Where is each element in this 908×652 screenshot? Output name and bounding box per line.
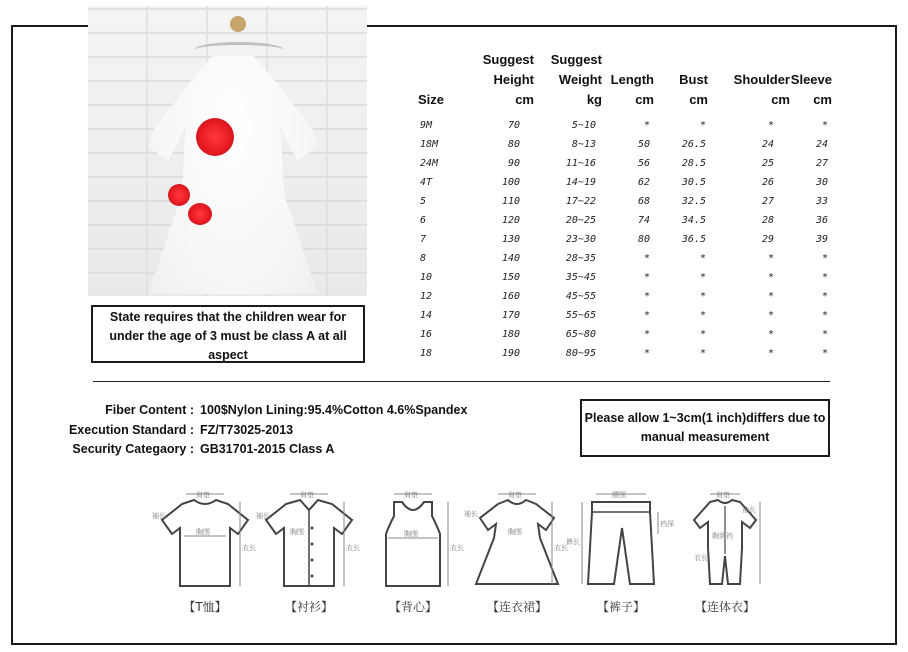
table-row	[418, 116, 832, 135]
svg-text:袖长: 袖长	[742, 506, 756, 514]
table-cell: 80~95	[565, 348, 596, 359]
table-cell: 33	[815, 196, 828, 207]
table-cell: *	[821, 291, 828, 302]
table-cell: 26	[761, 177, 774, 188]
table-cell: *	[643, 120, 650, 131]
table-cell: 28~35	[565, 253, 596, 264]
column-header-line: Length	[610, 72, 654, 87]
table-cell: 17~22	[565, 196, 596, 207]
svg-text:肩宽: 肩宽	[404, 491, 418, 499]
svg-text:胸围: 胸围	[508, 528, 522, 536]
column-header	[708, 50, 790, 116]
divider	[93, 381, 830, 382]
size-chart	[418, 50, 832, 363]
table-cell: 5~10	[571, 120, 596, 131]
svg-text:肩宽: 肩宽	[300, 491, 314, 499]
dress-icon	[462, 488, 572, 598]
table-cell: 16	[420, 329, 433, 340]
table-row	[418, 249, 832, 268]
table-cell: 25	[761, 158, 774, 169]
column-header-line: Size	[418, 92, 445, 107]
column-header-line: kg	[586, 92, 602, 107]
table-cell: 130	[501, 234, 520, 245]
column-header-line: Suggest	[550, 52, 602, 67]
svg-text:袖长: 袖长	[256, 512, 270, 520]
table-cell: *	[699, 291, 706, 302]
svg-text:裤长: 裤长	[566, 538, 580, 546]
table-cell: 80	[637, 234, 650, 245]
table-cell: 70	[507, 120, 520, 131]
spec-label: Security Categaory :	[72, 442, 194, 456]
table-cell: *	[767, 272, 774, 283]
svg-text:胸围: 胸围	[404, 530, 418, 538]
table-row	[418, 287, 832, 306]
table-cell: *	[767, 348, 774, 359]
spec-fiber-content	[40, 401, 467, 421]
table-cell: 27	[815, 158, 828, 169]
table-cell: 24	[815, 139, 828, 150]
table-cell: *	[821, 310, 828, 321]
table-cell: 150	[501, 272, 520, 283]
product-specs	[40, 401, 467, 460]
column-header-line: cm	[689, 92, 708, 107]
table-cell: 11~16	[565, 158, 596, 169]
column-header	[602, 50, 654, 116]
svg-text:腰围: 腰围	[612, 491, 626, 499]
table-cell: 39	[815, 234, 828, 245]
column-header	[418, 50, 458, 116]
table-cell: 26.5	[681, 139, 706, 150]
svg-text:肩宽: 肩宽	[716, 491, 730, 499]
table-row	[418, 154, 832, 173]
column-header-line: cm	[813, 92, 832, 107]
table-cell: 100	[501, 177, 520, 188]
table-cell: *	[767, 120, 774, 131]
table-cell: 180	[501, 329, 520, 340]
table-row	[418, 135, 832, 154]
table-cell: *	[821, 120, 828, 131]
column-header-line: Suggest	[482, 52, 534, 67]
garment-measurement-guide	[150, 488, 790, 618]
table-cell: 30.5	[681, 177, 706, 188]
garment-shirt	[254, 488, 364, 618]
svg-text:衣长: 衣长	[554, 544, 568, 552]
table-cell: *	[643, 329, 650, 340]
garment-t-shirt	[150, 488, 260, 618]
red-flower-brooch	[196, 118, 234, 156]
table-cell: 36.5	[681, 234, 706, 245]
column-header	[534, 50, 602, 116]
table-cell: 28	[761, 215, 774, 226]
table-row	[418, 211, 832, 230]
shirt-icon	[254, 488, 364, 598]
table-cell: *	[699, 329, 706, 340]
red-flower-small	[188, 203, 212, 225]
spec-value: 100$Nylon Lining:95.4%Cotton 4.6%Spandex	[200, 403, 468, 417]
table-cell: 120	[501, 215, 520, 226]
table-cell: 18M	[420, 139, 439, 150]
svg-text:肩宽: 肩宽	[196, 491, 210, 499]
svg-text:袖长: 袖长	[152, 512, 166, 520]
column-header-line: Weight	[558, 72, 602, 87]
table-cell: 6	[420, 215, 427, 226]
svg-text:胸到裆: 胸到裆	[712, 532, 733, 540]
svg-text:裆深: 裆深	[660, 520, 674, 528]
table-cell: *	[643, 291, 650, 302]
column-header-line: cm	[635, 92, 654, 107]
svg-text:衣长: 衣长	[694, 554, 708, 562]
garment-label: 【裤子】	[596, 600, 645, 614]
table-cell: 5	[420, 196, 427, 207]
column-header-line: Bust	[679, 72, 708, 87]
column-header-line: Shoulder	[733, 72, 790, 87]
table-row	[418, 173, 832, 192]
table-cell: 36	[815, 215, 828, 226]
table-cell: 24M	[420, 158, 439, 169]
table-cell: 35~45	[565, 272, 596, 283]
wall-hook	[230, 16, 246, 32]
table-cell: 20~25	[565, 215, 596, 226]
svg-text:肩宽: 肩宽	[508, 491, 522, 499]
table-row	[418, 268, 832, 287]
spec-execution-standard	[40, 421, 467, 441]
table-cell: 34.5	[681, 215, 706, 226]
table-row	[418, 325, 832, 344]
column-header-line: cm	[771, 92, 790, 107]
column-header-line: Sleeve	[790, 72, 832, 87]
table-cell: 90	[507, 158, 520, 169]
table-cell: 29	[761, 234, 774, 245]
garment-pants	[566, 488, 676, 618]
table-cell: 10	[420, 272, 433, 283]
column-header	[458, 50, 534, 116]
table-cell: 28.5	[681, 158, 706, 169]
table-cell: 27	[761, 196, 774, 207]
table-cell: 160	[501, 291, 520, 302]
table-cell: 9M	[420, 120, 433, 131]
table-cell: 12	[420, 291, 433, 302]
table-cell: *	[821, 348, 828, 359]
table-row	[418, 344, 832, 363]
garment-label: 【T恤】	[183, 600, 227, 614]
hanger	[194, 42, 284, 58]
table-cell: 7	[420, 234, 427, 245]
garment-label: 【连体衣】	[694, 600, 755, 614]
table-cell: 56	[637, 158, 650, 169]
svg-text:衣长: 衣长	[346, 544, 360, 552]
table-cell: *	[643, 253, 650, 264]
table-cell: *	[699, 253, 706, 264]
table-cell: 30	[815, 177, 828, 188]
svg-text:胸围: 胸围	[290, 528, 304, 536]
table-cell: 170	[501, 310, 520, 321]
svg-text:胸围: 胸围	[196, 528, 210, 536]
table-cell: 8	[420, 253, 427, 264]
spec-value: GB31701-2015 Class A	[200, 442, 335, 456]
table-cell: 62	[637, 177, 650, 188]
table-cell: 32.5	[681, 196, 706, 207]
table-cell: 14~19	[565, 177, 596, 188]
table-cell: *	[767, 329, 774, 340]
column-header	[790, 50, 832, 116]
table-cell: *	[699, 310, 706, 321]
table-row	[418, 306, 832, 325]
table-cell: 140	[501, 253, 520, 264]
vest-icon	[358, 488, 468, 598]
spec-label: Execution Standard :	[68, 422, 194, 437]
table-cell: 68	[637, 196, 650, 207]
table-cell: 14	[420, 310, 433, 321]
garment-label: 【衬衫】	[284, 600, 333, 614]
garment-dress	[462, 488, 572, 618]
table-cell: 190	[501, 348, 520, 359]
table-cell: 23~30	[565, 234, 596, 245]
state-requirement-notice: State requires that the children wear for under the age of 3 must be class A at all aspect	[91, 305, 365, 363]
t-shirt-icon	[150, 488, 260, 598]
table-cell: *	[643, 310, 650, 321]
garment-romper	[670, 488, 780, 618]
column-header	[654, 50, 708, 116]
measurement-tolerance-notice: Please allow 1~3cm(1 inch)differs due to manual measurement	[580, 399, 830, 457]
table-cell: *	[821, 272, 828, 283]
spec-security-category	[40, 440, 467, 460]
table-cell: *	[699, 272, 706, 283]
column-header-line: cm	[515, 92, 534, 107]
table-cell: 80	[507, 139, 520, 150]
red-flower-small	[168, 184, 190, 206]
table-cell: *	[699, 120, 706, 131]
table-cell: *	[699, 348, 706, 359]
spec-value: FZ/T73025-2013	[200, 422, 294, 437]
table-cell: *	[643, 348, 650, 359]
table-cell: 4T	[420, 177, 433, 188]
table-cell: *	[767, 253, 774, 264]
garment-label: 【连衣裙】	[486, 600, 547, 614]
column-header-line: Height	[493, 72, 534, 87]
svg-text:衣长: 衣长	[450, 544, 464, 552]
garment-label: 【背心】	[388, 600, 437, 614]
table-cell: 24	[761, 139, 774, 150]
table-cell: 55~65	[565, 310, 596, 321]
table-cell: *	[767, 291, 774, 302]
table-cell: 8~13	[571, 139, 596, 150]
spec-label: Fiber Content :	[105, 403, 194, 417]
table-cell: *	[767, 310, 774, 321]
garment-vest	[358, 488, 468, 618]
table-cell: 74	[637, 215, 650, 226]
table-cell: 110	[501, 196, 520, 207]
table-cell: 50	[637, 139, 650, 150]
table-cell: *	[821, 253, 828, 264]
table-cell: 45~55	[565, 291, 596, 302]
svg-text:袖长: 袖长	[464, 510, 478, 518]
table-cell: 65~80	[565, 329, 596, 340]
svg-text:衣长: 衣长	[242, 544, 256, 552]
table-cell: *	[643, 272, 650, 283]
product-photo	[88, 6, 367, 296]
pants-icon	[566, 488, 676, 598]
table-cell: *	[821, 329, 828, 340]
romper-icon	[670, 488, 780, 598]
table-row	[418, 230, 832, 249]
table-cell: 18	[420, 348, 433, 359]
table-row	[418, 192, 832, 211]
